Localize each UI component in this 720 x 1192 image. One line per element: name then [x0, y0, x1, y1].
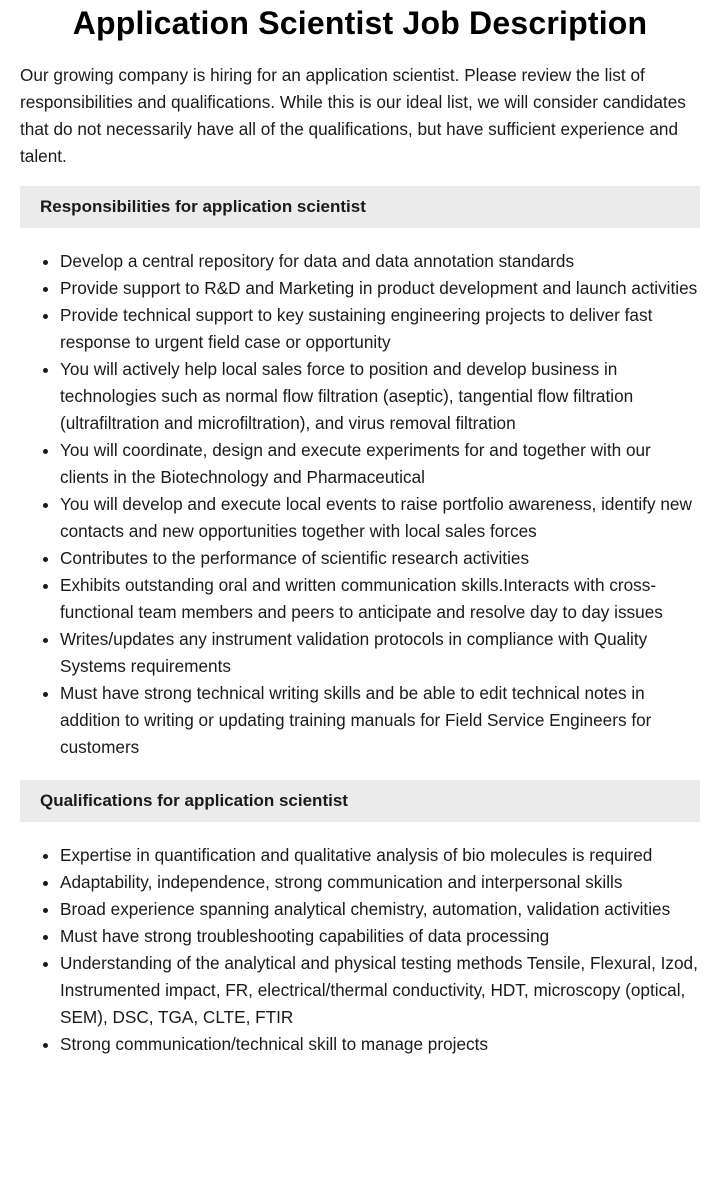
list-item: • Must have strong troubleshooting capabilities of data processing [60, 923, 700, 950]
intro-paragraph: Our growing company is hiring for an application scientist. Please review the list of responsibilities and qualifications. While this is our ideal list, we will consider candidates that do not necessarily have all of the qualifications, but have sufficient experience and talent. [20, 65, 686, 166]
list-item: • You will actively help local sales force to position and develop business in technologies such as normal flow filtration (aseptic), tangential flow filtration (ultrafiltration and microfiltration), and virus removal filtration [60, 356, 700, 437]
list-item: • Writes/updates any instrument validation protocols in compliance with Quality Systems requirements [60, 626, 700, 680]
qualifications-list [20, 842, 700, 1058]
page-title: Application Scientist Job Description [72, 5, 648, 41]
responsibilities-heading: Responsibilities for application scientist [20, 186, 700, 228]
responsibilities-list [20, 248, 700, 761]
list-item: • Strong communication/technical skill to manage projects [60, 1031, 700, 1058]
list-item: • Must have strong technical writing skills and be able to edit technical notes in addition to writing or updating training manuals for Field Service Engineers for customers [60, 680, 700, 761]
list-item: • Provide technical support to key sustaining engineering projects to deliver fast response to urgent field case or opportunity [60, 302, 700, 356]
list-item: • Adaptability, independence, strong communication and interpersonal skills [60, 869, 700, 896]
list-item: • You will coordinate, design and execute experiments for and together with our clients in the Biotechnology and Pharmaceutical [60, 437, 700, 491]
list-item: • Provide support to R&D and Marketing in product development and launch activities [60, 275, 700, 302]
list-item: • Exhibits outstanding oral and written communication skills.Interacts with cross-functional team members and peers to anticipate and resolve day to day issues [60, 572, 700, 626]
list-item: • Develop a central repository for data and data annotation standards [60, 248, 700, 275]
list-item: • Contributes to the performance of scientific research activities [60, 545, 700, 572]
qualifications-heading: Qualifications for application scientist [20, 780, 700, 822]
list-item: • Expertise in quantification and qualitative analysis of bio molecules is required [60, 842, 700, 869]
list-item: • Broad experience spanning analytical chemistry, automation, validation activities [60, 896, 700, 923]
list-item: • You will develop and execute local events to raise portfolio awareness, identify new contacts and new opportunities together with local sales forces [60, 491, 700, 545]
list-item: • Understanding of the analytical and physical testing methods Tensile, Flexural, Izod, Instrumented impact, FR, electrical/thermal conductivity, HDT, microscopy (optical, SEM), DSC, TGA, CLTE, FTIR [60, 950, 700, 1031]
